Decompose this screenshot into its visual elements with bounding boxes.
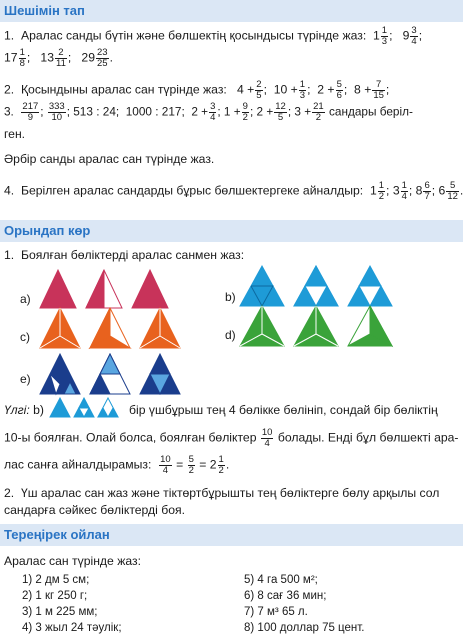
problem-1-cont: 17 $\frac{1}{8}$ ; 13 $\frac{2}{11}$ ; 29 $\frac{23}{25}$ . <box>4 47 113 69</box>
section-title: Шешімін тап <box>4 3 85 18</box>
section-title: Тереңірек ойлан <box>4 527 110 542</box>
exercise-item: 7) 7 м³ 65 л. <box>244 606 308 618</box>
exercise-item: 3) 1 м 225 мм; <box>22 606 98 618</box>
task-1: 1. Боялған бөліктерді аралас санмен жаз: <box>4 248 245 262</box>
exercise-item: 8) 100 доллар 75 цент. <box>244 622 365 634</box>
instruction-text: Әрбір санды аралас сан түрінде жаз. <box>4 152 215 166</box>
label-b: b) <box>225 290 236 304</box>
section-header-solve <box>0 0 463 22</box>
section-header-try <box>0 220 463 242</box>
label-c: c) <box>20 330 30 344</box>
example-line-1: Үлгі: b) <box>4 403 44 417</box>
deep-instruction: Аралас сан түрінде жаз: <box>4 554 141 568</box>
task-2-cont: сандарға сәйкес бөліктерді боя. <box>4 503 186 517</box>
example-text-1: бір үшбұрыш тең 4 бөлікке бөлініп, сондай бір бөліктің <box>129 403 438 417</box>
exercise-item: 2) 1 кг 250 г; <box>22 590 88 602</box>
problem-2: 2. Қосындыны аралас сан түрінде жаз: 4 + $\frac{2}{5}$ ; 10 + $\frac{1}{3}$ ; 2 + $\frac{5}{6}$ ; 8 + $\frac{7}{15}$ ; <box>4 79 390 101</box>
example-line-2: 10-ы боялған. Олай болса, боялған бөліктер $\frac{10}{4}$ болады. Енді бұл бөлшекті ара- <box>4 427 459 449</box>
exercise-item: 4) 3 жыл 24 тәулік; <box>22 622 122 634</box>
task-2: 2. Үш аралас сан жаз және тіктөртбұрышты тең бөліктерге бөлу арқылы сол <box>4 486 440 500</box>
label-e: e) <box>20 372 31 386</box>
label-d: d) <box>225 328 236 342</box>
fraction: $\frac{1}{3}$ <box>381 25 388 47</box>
fraction: $\frac{3}{4}$ <box>411 25 417 47</box>
example-line-3: лас санға айналдырамыз: $\frac{10}{4}$ = $\frac{5}{2}$ = 2 $\frac{1}{2}$ . <box>4 454 230 476</box>
exercise-item: 1) 2 дм 5 см; <box>22 574 90 586</box>
example-triangles <box>48 397 132 419</box>
problem-3: 3. $\frac{217}{9}$ ; $\frac{333}{10}$ ; 513 : 24; 1000 : 217; 2 + $\frac{3}{4}$ ; 1 + $\frac{9}{2}$ ; 2 + $\frac{12}{5}$ ; 3 + $\frac{21}{2}$ сандары беріл- <box>4 101 413 123</box>
fraction: $\frac{23}{25}$ <box>96 47 108 69</box>
problem-3-cont: ген. <box>4 127 26 141</box>
section-header-deep <box>0 524 463 546</box>
label-a: a) <box>20 292 31 306</box>
figure-a-red-triangles <box>36 268 196 310</box>
figure-c-orange-triangles <box>36 306 196 350</box>
figure-d-green-triangles <box>238 304 398 348</box>
exercise-item: 6) 8 сағ 36 мин; <box>244 590 327 602</box>
problem-1: 1. Аралас санды бүтін және бөлшектің қосындысы түрінде жаз: 1 $\frac{1}{3}$ ; 9 $\frac{3}{4}$ ; <box>4 25 423 47</box>
fraction: $\frac{2}{11}$ <box>55 47 66 69</box>
problem-4: 4. Берілген аралас сандарды бұрыс бөлшектергеке айналдыр: 1 $\frac{1}{2}$ ; 3 $\frac{1}{4}$ ; 8 $\frac{6}{7}$ ; 6 $\frac{5}{12}$ . <box>4 180 463 202</box>
section-title: Орындап көр <box>4 223 91 238</box>
exercise-item: 5) 4 га 500 м²; <box>244 574 318 586</box>
figure-e-navy-triangles <box>36 352 196 396</box>
figure-b-blue-triangles <box>238 264 398 308</box>
fraction: $\frac{1}{8}$ <box>19 47 25 69</box>
